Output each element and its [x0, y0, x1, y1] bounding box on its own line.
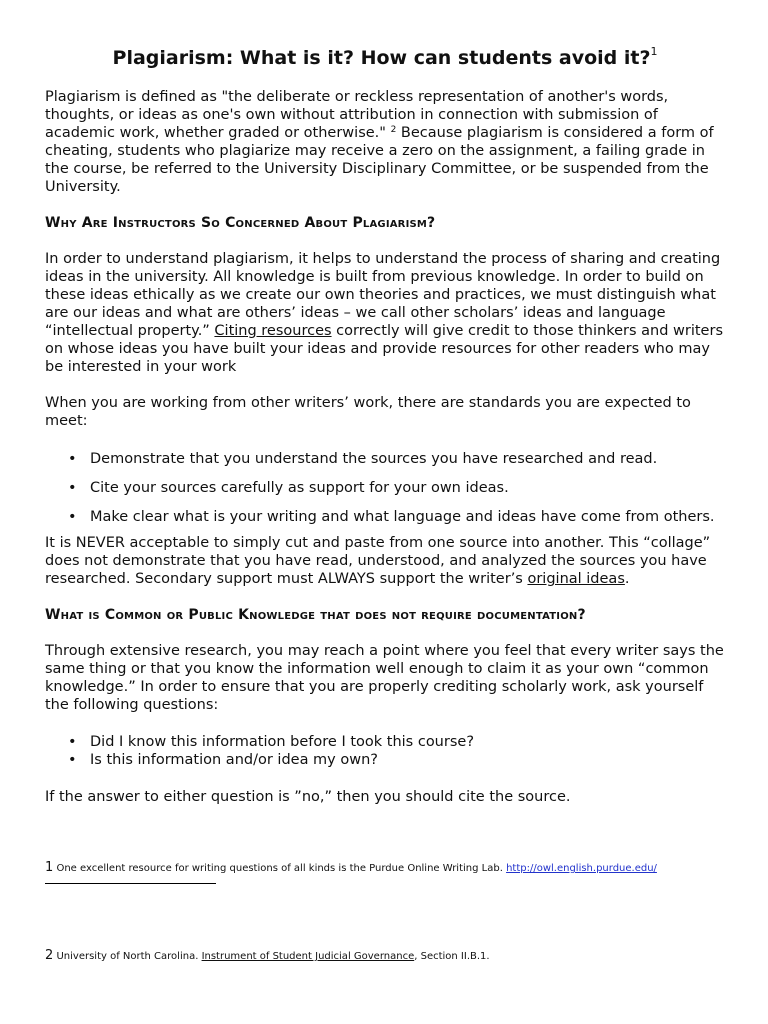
understanding-text-2: correctly will give credit to those thinkers and writers on whose ideas you have built your ideas and provide resources for other readers who may be interested in your work: [45, 323, 723, 375]
list-item: [68, 751, 725, 769]
intro-text-1: Plagiarism is defined as "the deliberate or reckless representation of another's words, thoughts, or ideas as one's own without attribution in connection with submission of academic work, whether graded or otherwise.": [45, 89, 669, 141]
footnote-2-title: Instrument of Student Judicial Governance: [201, 951, 415, 962]
bullet-icon: •: [68, 451, 77, 467]
footnote-2-number: 2: [45, 948, 54, 963]
never-acceptable-paragraph: [45, 534, 725, 588]
list-item: [68, 479, 725, 497]
list-item: [68, 733, 725, 751]
page-title: [45, 46, 725, 70]
never-text-1: It is NEVER acceptable to simply cut and paste from one source into another. This “collage” does not demonstrate that you have read, understood, and analyzed the sources you have researched. Secondary support must ALWAYS support the writer’s: [45, 535, 711, 587]
footnote-1-text: One excellent resource for writing questions of all kinds is the Purdue Online Writing Lab.: [53, 863, 507, 874]
footnote-2: [45, 948, 490, 963]
bullet-icon: •: [68, 480, 77, 496]
intro-paragraph: [45, 88, 725, 196]
questions-list: [45, 733, 725, 769]
bullet-icon: •: [68, 734, 77, 750]
citing-resources-link[interactable]: Citing resources: [214, 323, 332, 339]
bullet-icon: •: [68, 509, 77, 525]
conclusion-paragraph: If the answer to either question is ”no,” then you should cite the source.: [45, 789, 571, 805]
footnote-2-section: , Section II.B.1.: [414, 951, 490, 962]
intro-text-2: Because plagiarism is considered a form of cheating, students who plagiarize may receive a zero on the assignment, a failing grade in the course, be referred to the University Disciplinary Committee, or be suspended from the University.: [45, 125, 714, 195]
section-heading-concerned: Why Are Instructors So Concerned About Plagiarism?: [45, 215, 436, 231]
title-text: Plagiarism: What is it? How can students avoid it?: [112, 47, 651, 69]
list-item-text: Is this information and/or idea my own?: [90, 752, 378, 768]
footnote-2-text: University of North Carolina.: [53, 951, 202, 962]
standards-paragraph: When you are working from other writers’ work, there are standards you are expected to meet:: [45, 395, 691, 429]
understanding-paragraph: [45, 250, 725, 376]
purdue-owl-link[interactable]: http://owl.english.purdue.edu/: [506, 863, 657, 874]
title-footnote-ref[interactable]: 1: [650, 45, 658, 58]
footnote-1: [45, 860, 657, 875]
original-ideas-link[interactable]: original ideas: [527, 571, 625, 587]
bullet-icon: •: [68, 752, 77, 768]
list-item: [68, 508, 725, 526]
list-item-text: Demonstrate that you understand the sources you have researched and read.: [90, 451, 658, 467]
list-item: [68, 450, 725, 468]
research-paragraph: Through extensive research, you may reach a point where you feel that every writer says the same thing or that you know the information well enough to claim it as your own “common knowledge.” In order to ensure that you are properly crediting scholarly work, ask yourself the following questions:: [45, 643, 724, 713]
understanding-text-1: In order to understand plagiarism, it helps to understand the process of sharing and creating ideas in the university. All knowledge is built from previous knowledge. In order to build on these ideas ethically as we create our own theories and practices, we must distinguish what are our ideas and what are others’ ideas – we call other scholars’ ideas and language “intellectual property.”: [45, 251, 721, 339]
footnote-1-number: 1: [45, 860, 54, 875]
never-text-2: .: [624, 571, 630, 587]
list-item-text: Cite your sources carefully as support for your own ideas.: [90, 480, 509, 496]
footnote-separator: [45, 883, 216, 884]
section-heading-common-knowledge: What is Common or Public Knowledge that does not require documentation?: [45, 607, 586, 623]
document-page: [45, 0, 725, 806]
standards-list: [45, 450, 725, 526]
list-item-text: Did I know this information before I took this course?: [90, 734, 475, 750]
list-item-text: Make clear what is your writing and what language and ideas have come from others.: [90, 509, 715, 525]
footnote-ref-2[interactable]: 2: [390, 125, 397, 135]
